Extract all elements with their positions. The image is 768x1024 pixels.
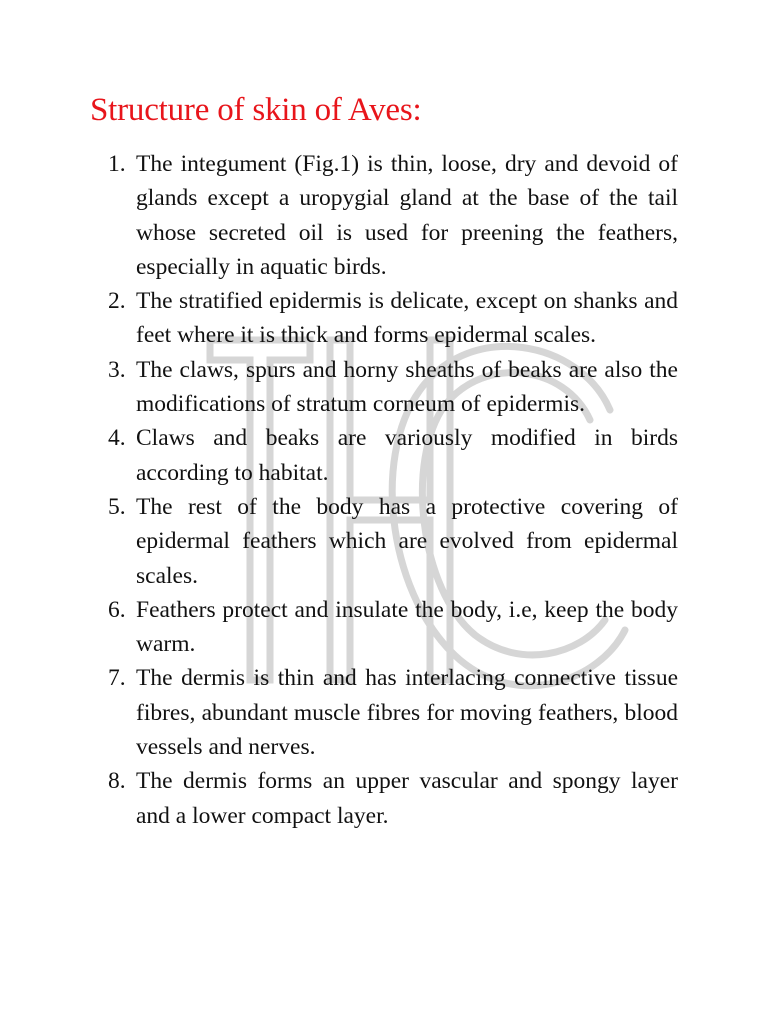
list-item-text: The rest of the body has a protective covering of epidermal feathers which are evolved from epidermal scales. xyxy=(136,493,678,589)
list-item-number: 7. xyxy=(108,665,126,692)
list-item-text: Claws and beaks are variously modified in birds according to habitat. xyxy=(136,425,678,486)
document-title: Structure of skin of Aves: xyxy=(90,92,422,128)
list-item xyxy=(108,421,678,490)
list-item-text: Feathers protect and insulate the body, i.e, keep the body warm. xyxy=(136,596,678,658)
list-item-number: 3. xyxy=(108,356,126,383)
list-item-number: 6. xyxy=(108,596,126,623)
points-list xyxy=(108,147,678,833)
list-item-text: The claws, spurs and horny sheaths of beaks are also the modifications of stratum corneum of epidermis. xyxy=(136,356,678,418)
list-item xyxy=(108,593,678,662)
list-item-text: The stratified epidermis is delicate, except on shanks and feet where it is thick and forms epidermal scales. xyxy=(136,288,678,349)
list-item-number: 5. xyxy=(108,493,126,520)
list-item xyxy=(108,661,678,764)
list-item-number: 2. xyxy=(108,288,126,315)
list-item-text: The integument (Fig.1) is thin, loose, dry and devoid of glands except a uropygial gland at the base of the tail whose secreted oil is used for preening the feathers, especially in aquatic birds. xyxy=(136,151,678,280)
list-item xyxy=(108,490,678,593)
list-item-text: The dermis forms an upper vascular and spongy layer and a lower compact layer. xyxy=(136,768,678,829)
list-item-number: 8. xyxy=(108,768,126,795)
list-item xyxy=(108,284,678,353)
list-item xyxy=(108,353,678,422)
list-item-number: 1. xyxy=(108,151,126,177)
list-item xyxy=(108,147,678,284)
list-item xyxy=(108,764,678,833)
list-item-text: The dermis is thin and has interlacing connective tissue fibres, abundant muscle fibres for moving feathers, blood vessels and nerves. xyxy=(136,665,678,761)
list-item-number: 4. xyxy=(108,425,126,452)
